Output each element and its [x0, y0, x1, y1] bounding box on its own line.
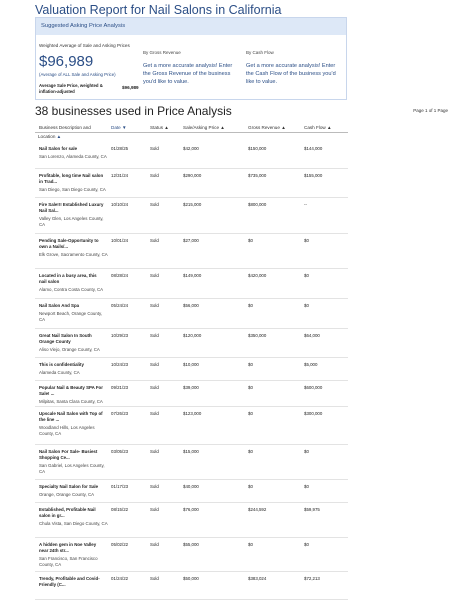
cell-gross: $800,000 — [248, 202, 267, 207]
cell-status: Sold — [150, 173, 159, 178]
cell-price: $39,000 — [183, 385, 199, 390]
gross-revenue-header: By Gross Revenue — [143, 50, 181, 55]
table-row[interactable] — [35, 168, 348, 198]
business-name[interactable]: Popular Nail & Beauty SPA For Sale! ... — [39, 385, 103, 396]
cell-gross: $244,592 — [248, 507, 267, 512]
cell-price: $15,000 — [183, 449, 199, 454]
page-title: Valuation Report for Nail Salons in California — [35, 3, 282, 17]
cell-date: 10/01/24 — [111, 238, 129, 243]
business-location: San Gabriel, Los Angeles County, CA — [39, 463, 105, 474]
business-location: Woodland Hills, Los Angeles County, CA — [39, 425, 95, 436]
table-row[interactable] — [35, 268, 348, 299]
cell-status: Sold — [150, 333, 159, 338]
cell-cash: -- — [304, 202, 307, 207]
table-row[interactable] — [35, 571, 348, 600]
cell-date: 01/28/25 — [111, 146, 129, 151]
cash-flow-column — [246, 50, 341, 86]
cell-gross: $0 — [248, 385, 253, 390]
business-name[interactable]: Fire Sale!!! Established Luxury Nail Sal... — [39, 202, 104, 213]
business-name[interactable]: Profitable, long time Nail salon in Trad... — [39, 173, 104, 184]
cell-gross: $350,000 — [248, 333, 267, 338]
table-row[interactable] — [35, 479, 348, 503]
cell-gross: $150,000 — [248, 146, 267, 151]
cell-date: 09/21/23 — [111, 385, 129, 390]
cell-date: 07/26/23 — [111, 411, 129, 416]
cell-gross: $0 — [248, 303, 253, 308]
cell-cash: $0 — [304, 542, 309, 547]
business-location: Elk Grove, Sacramento County, CA — [39, 252, 108, 257]
business-location: Newport Beach, Orange County, CA — [39, 311, 103, 322]
cell-gross: $0 — [248, 542, 253, 547]
table-row[interactable] — [35, 197, 348, 234]
panel-header: Suggested Asking Price Analysis — [36, 18, 346, 35]
price-note: (Average of ALL Sale and Asking Price) — [39, 72, 116, 77]
cell-date: 05/02/22 — [111, 542, 129, 547]
cell-price: $149,000 — [183, 273, 202, 278]
cell-cash: $600,000 — [304, 385, 323, 390]
cell-date: 05/24/24 — [111, 303, 129, 308]
cell-status: Sold — [150, 576, 159, 581]
table-row[interactable] — [35, 444, 348, 480]
sort-arrow-icon: ▲ — [56, 134, 62, 139]
cell-cash: $5,000 — [304, 362, 318, 367]
column-status[interactable]: Status ▲ — [150, 125, 169, 130]
column-cash-flow[interactable]: Cash Flow ▲ — [304, 125, 332, 130]
list-title: 38 businesses used in Price Analysis — [35, 104, 232, 118]
table-row[interactable] — [35, 357, 348, 381]
business-location: San Diego, San Diego County, CA — [39, 187, 106, 192]
cell-status: Sold — [150, 507, 159, 512]
suggested-price: $96,989 — [39, 53, 94, 70]
column-location[interactable] — [38, 134, 61, 139]
page-indicator: Page 1 of 1 Page — [413, 108, 448, 113]
table-row[interactable] — [35, 380, 348, 407]
cell-date: 01/24/22 — [111, 576, 129, 581]
cell-cash: $144,000 — [304, 146, 323, 151]
cell-price: $56,000 — [183, 303, 199, 308]
business-name[interactable]: Great Nail Salon In South Orange County — [39, 333, 92, 344]
cell-price: $50,000 — [183, 576, 199, 581]
cell-cash: $0 — [304, 238, 309, 243]
cell-cash: $0 — [304, 449, 309, 454]
cell-status: Sold — [150, 411, 159, 416]
cell-gross: $0 — [248, 484, 253, 489]
cell-status: Sold — [150, 238, 159, 243]
cell-status: Sold — [150, 542, 159, 547]
cell-price: $27,000 — [183, 238, 199, 243]
business-location: Orange, Orange County, CA — [39, 492, 95, 497]
cell-cash: $0 — [304, 484, 309, 489]
business-name[interactable]: This is confidentiality — [39, 362, 84, 367]
table-row[interactable] — [35, 502, 348, 538]
location-label: Location — [38, 134, 56, 139]
cell-status: Sold — [150, 202, 159, 207]
table-header — [35, 121, 348, 133]
cell-date: 08/28/24 — [111, 273, 129, 278]
business-location: San Francisco, San Francisco County, CA — [39, 556, 98, 567]
cell-cash: $59,975 — [304, 507, 320, 512]
cell-date: 08/15/22 — [111, 507, 129, 512]
cell-cash: $300,000 — [304, 411, 323, 416]
cell-cash: $0 — [304, 273, 309, 278]
cell-status: Sold — [150, 146, 159, 151]
business-location: Valley Glen, Los Angeles County, CA — [39, 216, 104, 227]
cell-gross: $0 — [248, 238, 253, 243]
business-location: Aliso Viejo, Orange County, CA — [39, 347, 100, 352]
table-row[interactable] — [35, 406, 348, 445]
cell-gross: $420,000 — [248, 273, 267, 278]
business-location: Milpitas, Santa Clara County, CA — [39, 399, 103, 404]
gross-revenue-column — [143, 50, 238, 86]
cell-cash: $72,213 — [304, 576, 320, 581]
cash-flow-header: By Cash Flow — [246, 50, 274, 55]
cell-price: $120,000 — [183, 333, 202, 338]
cell-status: Sold — [150, 273, 159, 278]
cell-date: 03/05/23 — [111, 449, 129, 454]
column-gross-revenue[interactable]: Gross Revenue ▲ — [248, 125, 286, 130]
cash-flow-prompt[interactable]: Get a more accurate analysis! Enter the Cash Flow of the business you'd like to value. — [246, 63, 336, 85]
cell-date: 10/10/24 — [111, 202, 129, 207]
business-location: San Lorenzo, Alameda County, CA — [39, 154, 107, 159]
cell-status: Sold — [150, 303, 159, 308]
business-name[interactable]: Specialty Nail Salon for Sale — [39, 484, 99, 489]
table-row[interactable] — [35, 537, 348, 572]
business-name[interactable]: Pending Sale-Opportunity to own a Nails/... — [39, 238, 99, 249]
cell-status: Sold — [150, 362, 159, 367]
average-sale-value: $96,989 — [122, 85, 139, 90]
cell-price: $40,000 — [183, 484, 199, 489]
business-name[interactable]: Nail Salon for sale — [39, 146, 78, 151]
cell-date: 01/17/23 — [111, 484, 129, 489]
price-analysis-panel — [35, 17, 347, 100]
cell-date: 10/24/23 — [111, 362, 129, 367]
column-date[interactable]: Date ▼ — [111, 125, 127, 130]
column-description[interactable]: Business Description and — [39, 125, 91, 130]
cell-gross: $0 — [248, 411, 253, 416]
table-row[interactable] — [35, 328, 348, 358]
business-name[interactable]: Established, Profitable Nail salon in gr... — [39, 507, 96, 518]
gross-revenue-prompt[interactable]: Get a more accurate analysis! Enter the Gross Revenue of the business you'd like to value. — [143, 63, 233, 85]
business-location: Alameda County, CA — [39, 370, 80, 375]
cell-status: Sold — [150, 385, 159, 390]
cell-price: $10,000 — [183, 362, 199, 367]
cell-date: 10/29/23 — [111, 333, 129, 338]
cell-price: $42,000 — [183, 146, 199, 151]
cell-price: $55,000 — [183, 542, 199, 547]
cell-price: $215,000 — [183, 202, 202, 207]
weighted-average-label: Weighted Average of Sale and Asking Prices — [39, 43, 130, 48]
cell-price: $123,000 — [183, 411, 202, 416]
cell-gross: $0 — [248, 449, 253, 454]
cell-cash: $64,000 — [304, 333, 320, 338]
business-name[interactable]: Nail Salon For Sale- Busiest Shopping Ce... — [39, 449, 98, 460]
business-name[interactable]: Located in a busy area, this nail salon — [39, 273, 97, 284]
cell-cash: $0 — [304, 303, 309, 308]
average-sale-label: Average Sale Price, weighted & inflation-adjusted — [39, 83, 103, 94]
cell-price: $290,000 — [183, 173, 202, 178]
cell-price: $76,000 — [183, 507, 199, 512]
cell-gross: $0 — [248, 362, 253, 367]
business-name[interactable]: Upscale Nail Salon with Top of the line ... — [39, 411, 103, 422]
cell-gross: $383,024 — [248, 576, 267, 581]
table-row[interactable] — [35, 298, 348, 329]
cell-cash: $155,000 — [304, 173, 323, 178]
column-sale-price[interactable]: Sale/Asking Price ▲ — [183, 125, 225, 130]
business-location: Alamo, Contra Costa County, CA — [39, 287, 104, 292]
cell-status: Sold — [150, 449, 159, 454]
cell-gross: $735,000 — [248, 173, 267, 178]
cell-date: 12/31/24 — [111, 173, 129, 178]
business-name[interactable]: Trendy, Profitable and Covid-Friendly (C... — [39, 576, 100, 587]
cell-status: Sold — [150, 484, 159, 489]
business-location: Chula Vista, San Diego County, CA — [39, 521, 108, 526]
business-name[interactable]: A hidden gem in Noe Valley near 24th str... — [39, 542, 97, 553]
business-name[interactable]: Nail Salon And Spa — [39, 303, 80, 308]
table-row[interactable] — [35, 233, 348, 269]
table-row[interactable] — [35, 141, 348, 169]
